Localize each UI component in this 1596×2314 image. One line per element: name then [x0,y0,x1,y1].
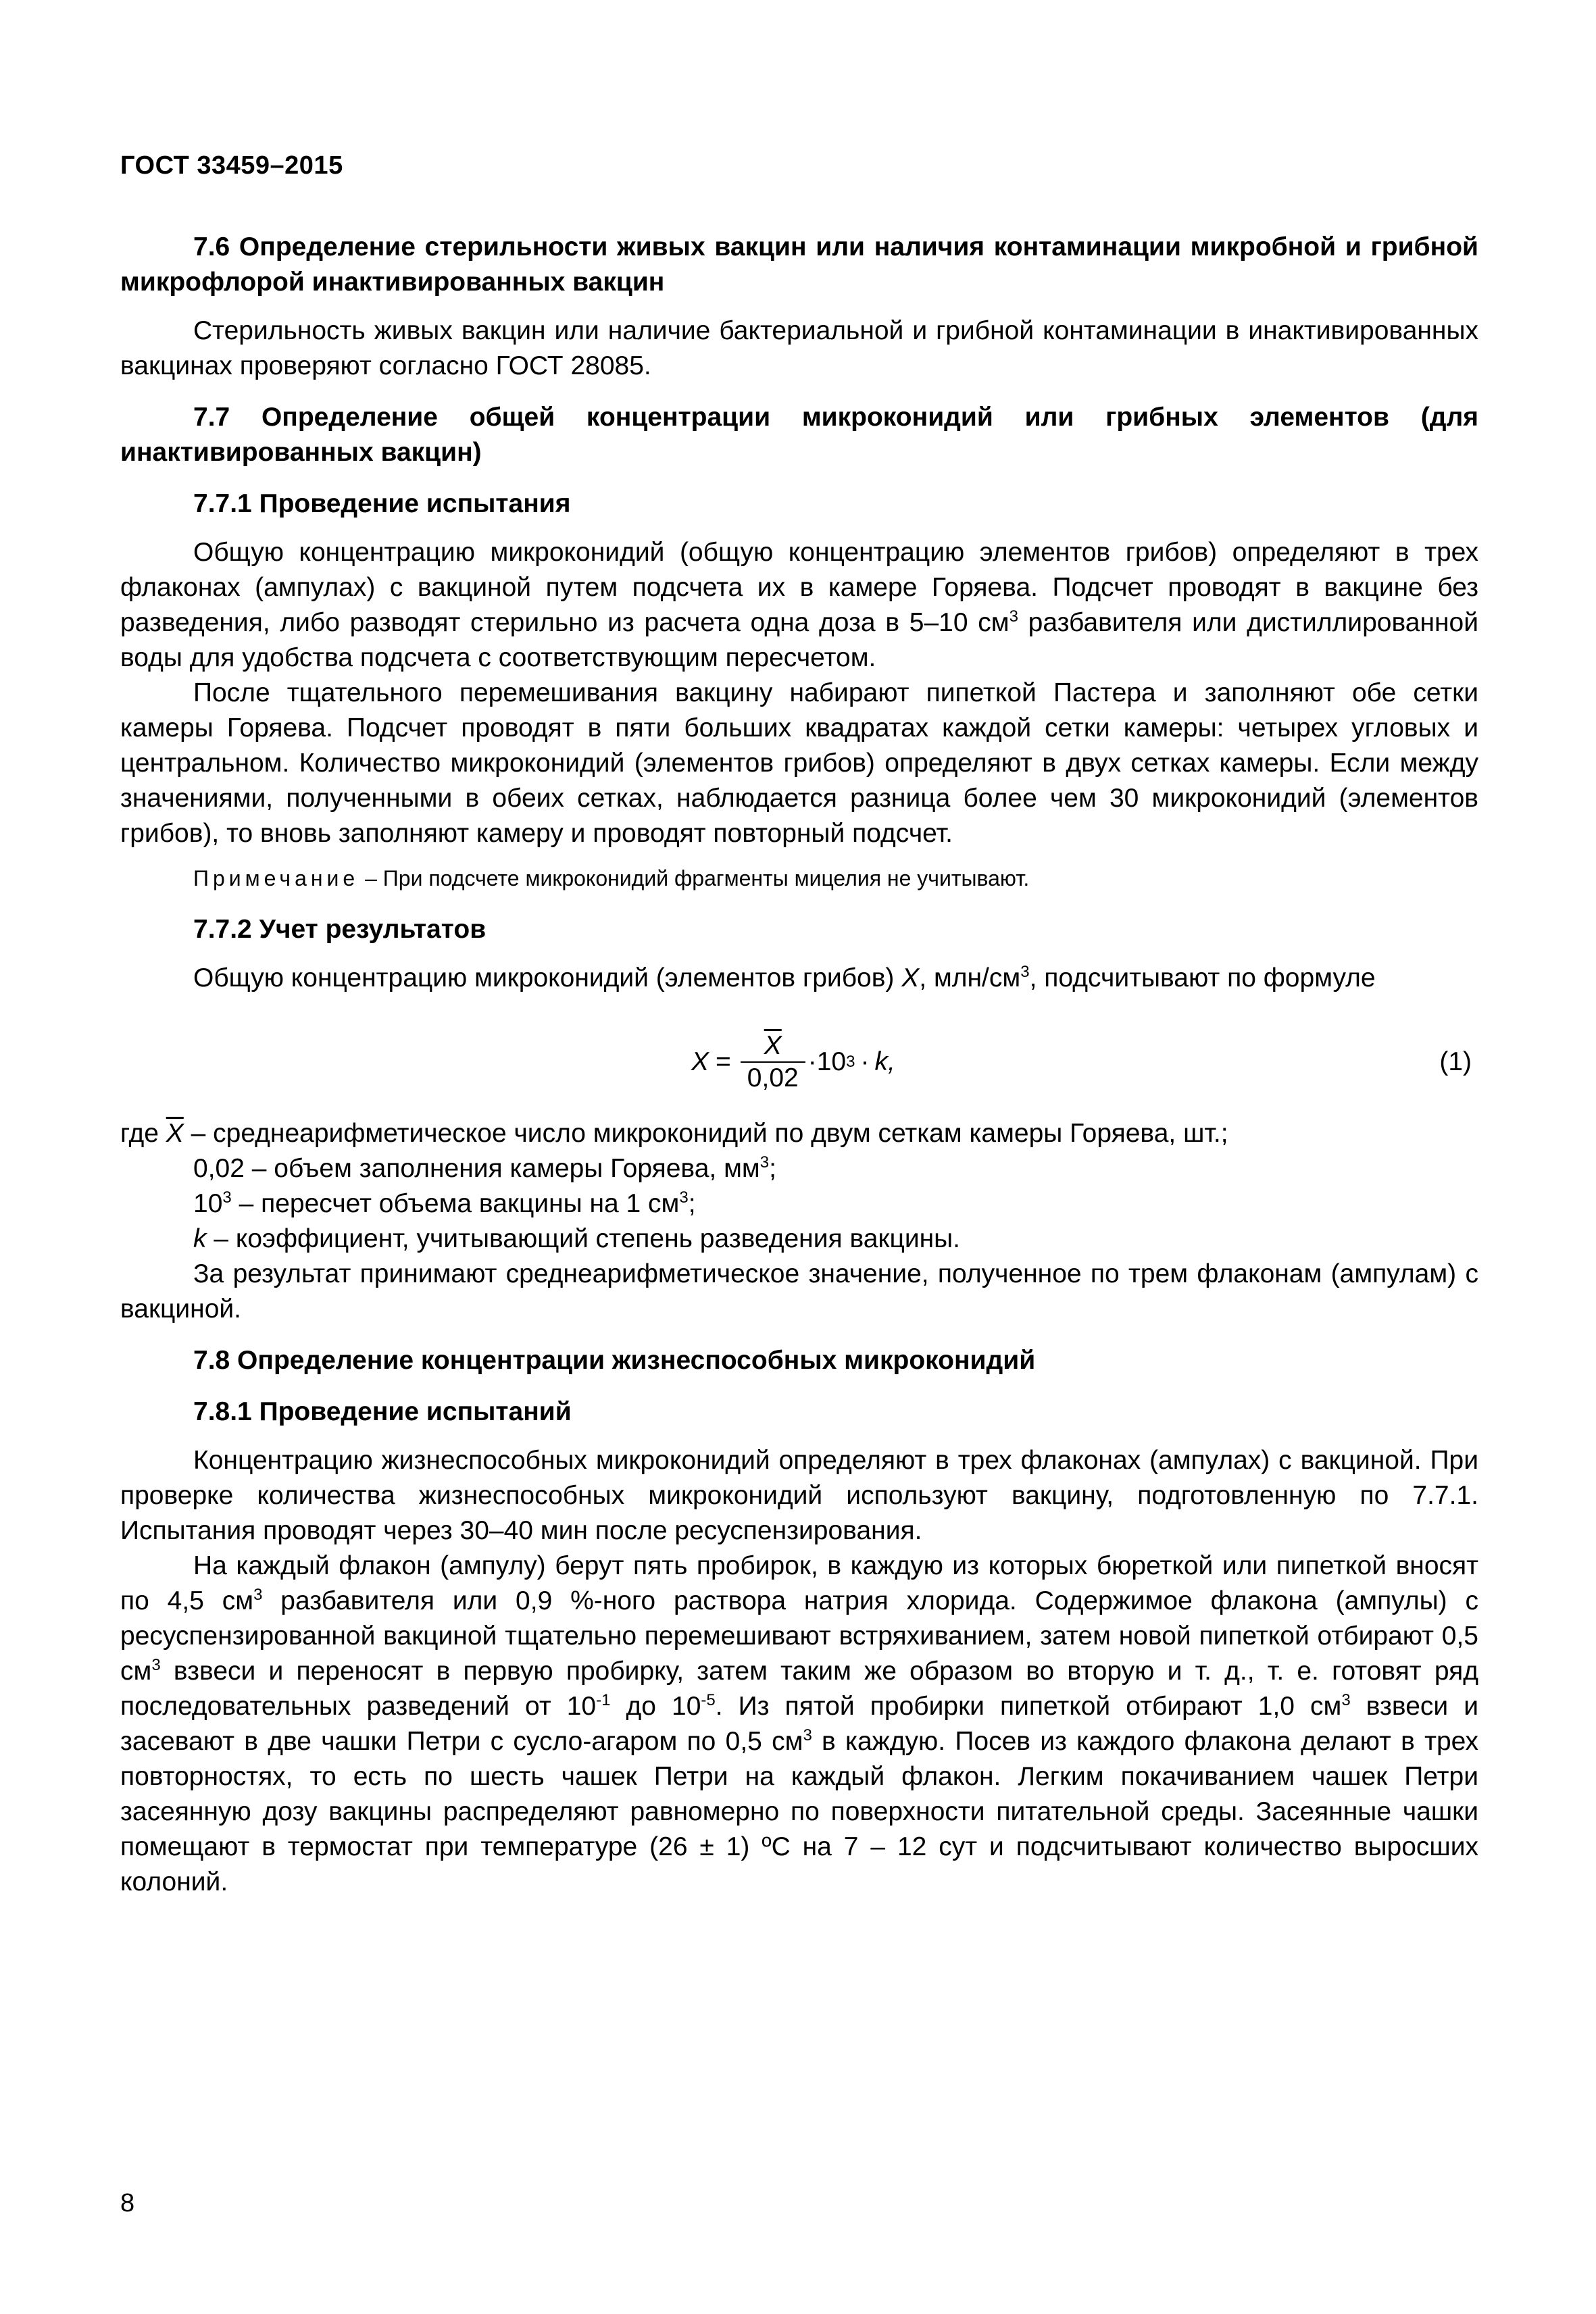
formula-numerator: $\overline{X}$ [764,1031,782,1060]
text-run: – коэффициент, учитывающий степень разведения вакцины. [206,1224,961,1253]
text-run: Общую концентрацию микроконидий (общую концентрацию элементов грибов) определяют в трех флаконах (ампулах) с вакциной путем подсчета их в камере Горяева. Подсчет проводят в вакцине без разведения, либо разводят стерильно из расчета одна доза в 5–10 см [120,538,1478,637]
note [120,861,1478,896]
superscript: 3 [679,1188,689,1207]
formula-k: k [874,1047,888,1076]
section-7-7-heading: 7.7 Определение общей концентрации микроконидий или грибных элементов (для инактивированных вакцин) [120,403,1478,467]
symbol-x-bar: $\overline{X}$ [166,1119,184,1148]
text-run: разбавителя или 0,9 %-ного раствора натрия хлорида. Содержимое флакона (ампулы) с ресуспензированной вакциной тщательно перемешивают встряхиванием, затем новой пипеткой отбирают 0,5 см [120,1586,1478,1686]
definition-ten-cubed [120,1186,1478,1222]
page-number: 8 [120,2189,135,2217]
text-run: . Из пятой пробирки пипеткой отбирают 1,0 см [715,1692,1342,1721]
superscript: 3 [253,1586,263,1604]
formula-definitions [120,1116,1478,1327]
superscript: 3 [759,1153,770,1172]
superscript: 3 [1020,963,1030,981]
superscript: 3 [1341,1691,1351,1709]
formula-dot: · [807,1047,817,1076]
text-run: в каждую. Посев из каждого флакона делают в трех повторностях, то есть по шесть чашек Петри на каждый флакон. Легким покачиванием чашек Петри засеянную дозу вакцины распределяют равномерно по поверхности питательной среды. Засеянные чашки помещают в термостат при температуре (26 ± 1) ºC на 7 – 12 сут и подсчитывают количество выросших колоний. [120,1727,1478,1896]
section-7-6-text: Стерильность живых вакцин или наличие бактериальной и грибной контаминации в инактивированных вакцинах проверяют согласно ГОСТ 28085. [120,316,1478,380]
formula-expression: X = $\frac{\overline{X}}{0,02}$ · 10 3 · k , [691,1031,895,1092]
section-7-7-2-heading: 7.7.2 Учет результатов [193,915,487,944]
variable-x: X [901,963,920,992]
section-7-8-1-heading: 7.8.1 Проведение испытаний [193,1397,572,1426]
definition-volume [120,1151,1478,1186]
formula-lhs: X [691,1047,709,1076]
document-code-header: ГОСТ 33459–2015 [120,151,343,180]
text-run: разбавителя или дистиллированной воды для удобства подсчета с соответствующим пересчетом. [120,608,1478,672]
superscript: 3 [803,1726,812,1744]
section-7-6-heading: 7.6 Определение стерильности живых вакцин или наличия контаминации микробной и грибной микрофлорой инактивированных вакцин [120,232,1478,297]
section-7-7-1-paragraph-1 [120,535,1478,676]
superscript: 3 [1009,607,1018,626]
text-run: – среднеарифметическое число микроконидий по двум сеткам камеры Горяева, шт.; [183,1119,1228,1148]
section-7-8-heading: 7.8 Определение концентрации жизнеспособных микроконидий [193,1346,1036,1375]
text-run: , млн/см [919,963,1021,992]
formula-denominator: 0,02 [747,1063,799,1092]
formula-equals: = [716,1047,731,1076]
text-run: взвеси и засевают в две чашки Петри с сусло-агаром по 0,5 см [120,1692,1478,1756]
superscript: 3 [222,1188,232,1207]
superscript: -5 [701,1691,716,1709]
superscript: 3 [151,1656,161,1674]
text-run: , подсчитывают по формуле [1029,963,1376,992]
formula-intro [120,961,1478,996]
text-run: Общую концентрацию микроконидий (элементов грибов) [193,963,902,992]
text-run: На каждый флакон (ампулу) берут пять пробирок, в каждую из которых бюреткой или пипеткой вносят по 4,5 см [120,1551,1478,1615]
definition-x-bar [120,1116,1478,1151]
text-run: – пересчет объема вакцины на 1 см [231,1189,680,1218]
note-text: – При подсчете микроконидий фрагменты мицелия не учитывают. [359,866,1030,890]
document-body [120,230,1478,1900]
text-run: ; [688,1189,696,1218]
note-label: Примечание [193,866,359,890]
text-run: до 10 [610,1692,701,1721]
section-7-8-1-paragraph-2 [120,1549,1478,1900]
symbol-k: k [193,1224,207,1253]
section-7-7-1-paragraph-2: После тщательного перемешивания вакцину набирают пипеткой Пастера и заполняют обе сетки камеры Горяева. Подсчет проводят в пяти больших квадратах каждой сетки камеры: четырех угловых и центральном. Количество микроконидий (элементов грибов) определяют в двух сетках камеры. Если между значениями, полученными в обеих сетках, наблюдается разница более чем 30 микроконидий (элементов грибов), то вновь заполняют камеру и проводят повторный подсчет. [120,678,1478,848]
text-run: где [120,1119,166,1148]
section-7-7-1-heading: 7.7.1 Проведение испытания [193,489,571,518]
definition-k [120,1222,1478,1257]
text-run: ; [769,1154,776,1183]
formula-dot: · [860,1047,870,1076]
section-7-8-1-paragraph-1: Концентрацию жизнеспособных микроконидий определяют в трех флаконах (ампулах) с вакциной. При проверке количества жизнеспособных микроконидий используют вакцину, подготовленную по 7.7.1. Испытания проводят через 30–40 мин после ресуспензирования. [120,1446,1478,1545]
formula-1 [120,1015,1478,1109]
text-run: 10 [193,1189,223,1218]
result-paragraph: За результат принимают среднеарифметическое значение, полученное по трем флаконам (ампулам) с вакциной. [120,1259,1478,1324]
formula-number: (1) [1439,1047,1472,1076]
text-run: взвеси и переносят в первую пробирку, затем таким же образом во вторую и т. д., т. е. готовят ряд последовательных разведений от 10 [120,1657,1478,1721]
superscript: -1 [596,1691,611,1709]
formula-fraction [741,1030,805,1094]
formula-ten: 10 [816,1047,847,1076]
formula-comma: , [887,1047,895,1076]
text-run: 0,02 – объем заполнения камеры Горяева, мм [193,1154,760,1183]
